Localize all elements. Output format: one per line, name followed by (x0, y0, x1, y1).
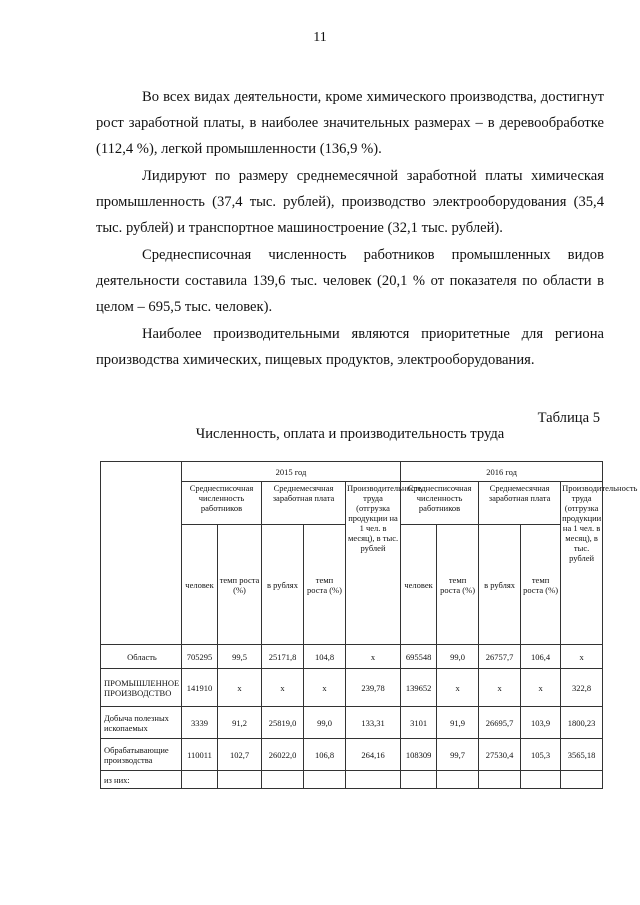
table-cell: 26695,7 (479, 707, 521, 739)
col-rubles-2015: в рублях (262, 525, 304, 645)
table-cell (401, 771, 437, 789)
body-text (96, 84, 604, 373)
table-cell (346, 771, 401, 789)
table-cell (262, 771, 304, 789)
table-cell: 108309 (401, 739, 437, 771)
table-row (101, 669, 603, 707)
table-cell: 99,5 (218, 645, 262, 669)
table-cell: 26757,7 (479, 645, 521, 669)
row-label: из них: (101, 771, 182, 789)
col-rubles-2016: в рублях (479, 525, 521, 645)
row-label: Область (101, 645, 182, 669)
table-cell: 25171,8 (262, 645, 304, 669)
table-row (101, 771, 603, 789)
table-cell: 322,8 (561, 669, 603, 707)
paragraph-1: Во всех видах деятельности, кроме химического производства, достигнут рост заработной платы, в наиболее значительных размерах – в деревообработке (112,4 %), легкой промышленности (136,9 %). (96, 89, 604, 157)
wage-header-2016: Среднемесячная заработная плата (479, 482, 561, 525)
table-cell: 110011 (182, 739, 218, 771)
table-cell: 105,3 (521, 739, 561, 771)
table-cell: 695548 (401, 645, 437, 669)
paragraph-2: Лидируют по размеру среднемесячной заработной платы химическая промышленность (37,4 тыс. рублей), производство электрооборудования (35,4 тыс. рублей) и транспортное машиностроение (32,1 тыс. рублей). (96, 168, 604, 236)
table-cell: 99,7 (437, 739, 479, 771)
table-title: Численность, оплата и производительность труда (195, 426, 505, 442)
productivity-header-2015: Производительность труда (отгрузка продукции на 1 чел. в месяц), в тыс. рублей (346, 482, 401, 645)
table-cell: 99,0 (304, 707, 346, 739)
table-cell (561, 771, 603, 789)
table-cell: 91,9 (437, 707, 479, 739)
table-cell: 264,16 (346, 739, 401, 771)
table-cell: 1800,23 (561, 707, 603, 739)
year-2016-header: 2016 год (401, 462, 603, 482)
table-cell: 106,8 (304, 739, 346, 771)
col-growth-2016: темп роста (%) (437, 525, 479, 645)
table-cell: 91,2 (218, 707, 262, 739)
table-cell: 104,8 (304, 645, 346, 669)
table-corner-cell (101, 462, 182, 645)
table-row (101, 707, 603, 739)
row-label: ПРОМЫШЛЕННОЕ ПРОИЗВОДСТВО (101, 669, 182, 707)
table-cell: 25819,0 (262, 707, 304, 739)
paragraph-4: Наиболее производительными являются приоритетные для региона производства химических, пищевых продуктов, электрооборудования. (96, 326, 604, 368)
page-number: 11 (313, 30, 327, 45)
table-cell (218, 771, 262, 789)
headcount-header-2015: Среднесписочная численность работников (182, 482, 262, 525)
table-cell: x (521, 669, 561, 707)
table-cell (182, 771, 218, 789)
table-cell: x (561, 645, 603, 669)
paragraph-3: Среднесписочная численность работников промышленных видов деятельности составила 139,6 тыс. человек (20,1 % от показателя по области в целом – 695,5 тыс. человек). (96, 247, 604, 315)
col-growth-2015: темп роста (%) (218, 525, 262, 645)
table-cell: 705295 (182, 645, 218, 669)
table-cell: 133,31 (346, 707, 401, 739)
table-cell: 239,78 (346, 669, 401, 707)
table-row (101, 645, 603, 669)
table-cell: 99,0 (437, 645, 479, 669)
col-wage-growth-2015: темп роста (%) (304, 525, 346, 645)
table-cell: 27530,4 (479, 739, 521, 771)
table-cell: 102,7 (218, 739, 262, 771)
col-people-2016: человек (401, 525, 437, 645)
table-cell: x (218, 669, 262, 707)
data-table (100, 461, 638, 789)
productivity-header-2016: Производительность труда (отгрузка продукции на 1 чел. в месяц), в тыс. рублей (561, 482, 603, 645)
table-cell (304, 771, 346, 789)
table-cell: 26022,0 (262, 739, 304, 771)
table-cell (437, 771, 479, 789)
table-cell: 106,4 (521, 645, 561, 669)
headcount-header-2016: Среднесписочная численность работников (401, 482, 479, 525)
table-cell (479, 771, 521, 789)
row-label: Добыча полезных ископаемых (101, 707, 182, 739)
table-label: Таблица 5 (537, 410, 600, 426)
row-label: Обрабатывающие производства (101, 739, 182, 771)
table-cell: x (304, 669, 346, 707)
table-cell: x (479, 669, 521, 707)
table-cell: x (262, 669, 304, 707)
table-cell: x (437, 669, 479, 707)
table-cell: 103,9 (521, 707, 561, 739)
year-2015-header: 2015 год (182, 462, 401, 482)
table-cell (521, 771, 561, 789)
table-cell: x (346, 645, 401, 669)
col-people-2015: человек (182, 525, 218, 645)
table-cell: 3101 (401, 707, 437, 739)
table-cell: 3565,18 (561, 739, 603, 771)
col-wage-growth-2016: темп роста (%) (521, 525, 561, 645)
table-cell: 3339 (182, 707, 218, 739)
table-row (101, 739, 603, 771)
wage-header-2015: Среднемесячная заработная плата (262, 482, 346, 525)
table-cell: 141910 (182, 669, 218, 707)
table-cell: 139652 (401, 669, 437, 707)
